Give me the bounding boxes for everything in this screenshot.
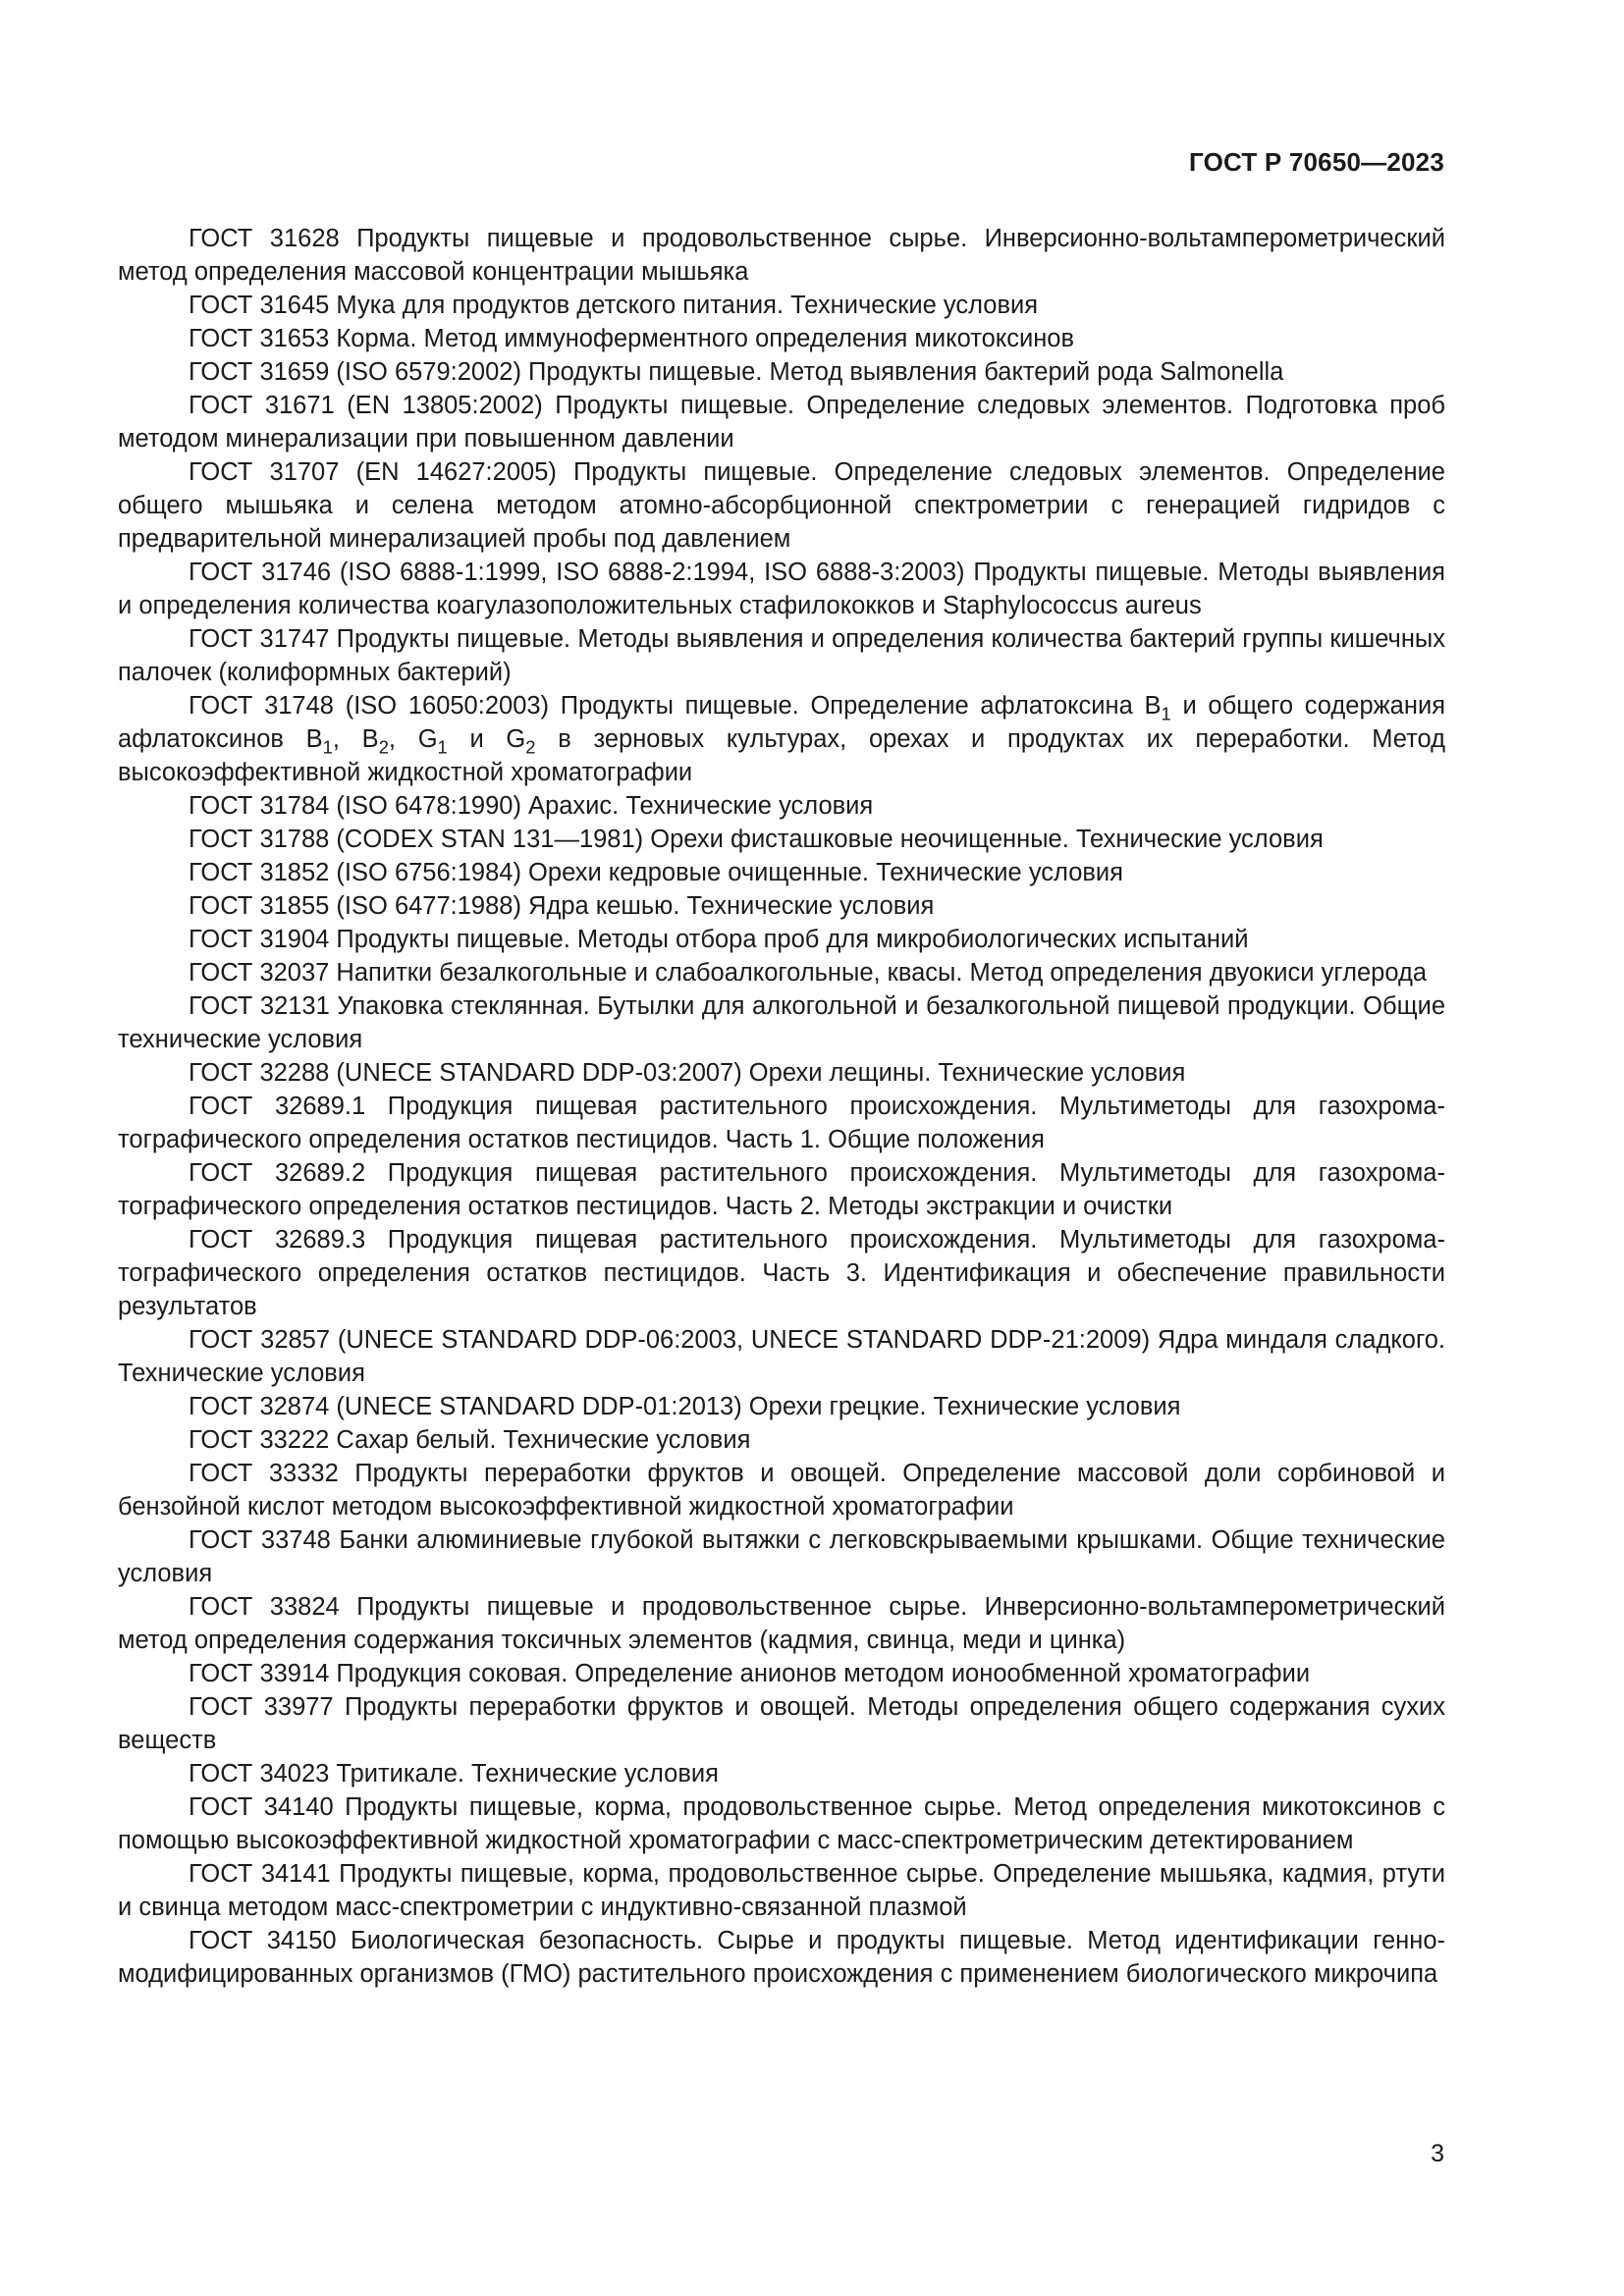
reference-entry: ГОСТ 33748 Банки алюминиевые глубокой вытяжки с легковскрываемыми крышками. Общие технические условия — [118, 1526, 1445, 1587]
reference-entry: ГОСТ 32037 Напитки безалкогольные и слабоалкогольные, квасы. Метод определения двуокиси углерода — [189, 959, 1428, 987]
reference-entry: ГОСТ 32857 (UNECE STANDARD DDP-06:2003, UNECE STANDARD DDP-21:2009) Ядра миндаля сладкого. Технические условия — [118, 1326, 1445, 1387]
subscript-index: 2 — [378, 736, 389, 758]
reference-entry: ГОСТ 31659 (ISO 6579:2002) Продукты пищевые. Метод выявления бактерий рода Salmonella — [189, 358, 1284, 386]
reference-entry: ГОСТ 31784 (ISO 6478:1990) Арахис. Технические условия — [189, 792, 874, 820]
reference-entry: ГОСТ 32288 (UNECE STANDARD DDP-03:2007) Орехи лещины. Технические условия — [189, 1059, 1186, 1087]
reference-entry: ГОСТ 34150 Биологическая безопасность. Сырье и продукты пищевые. Метод идентификации генно-модифицированных организмов (ГМО) растительного происхождения с применением биологического микрочипа — [118, 1927, 1445, 1988]
reference-entry: ГОСТ 32131 Упаковка стеклянная. Бутылки для алкогольной и безалкогольной пищевой продукции. Общие технические условия — [118, 992, 1445, 1053]
reference-entry-aflatoxin: ГОСТ 31748 (ISO 16050:2003) Продукты пищевые. Определение афлатоксина $B_1$ и общего содержания афлатоксинов $B_1$, $B_2$, $G_1$ и $G_2$ в зерновых культурах, орехах и продуктах их переработки. Метод высокоэффективной жидкостной хроматографии — [118, 692, 1446, 786]
subscript-index: 1 — [322, 736, 333, 758]
reference-entry: ГОСТ 32689.1 Продукция пищевая растительного происхождения. Мультиметоды для газохроматографического определения остатков пестицидов. Часть 1. Общие положения — [118, 1093, 1445, 1153]
reference-entry: ГОСТ 32689.3 Продукция пищевая растительного происхождения. Мультиметоды для газохроматографического определения остатков пестицидов. Часть 3. Идентификация и обеспечение правильности результатов — [118, 1226, 1445, 1320]
reference-entry: ГОСТ 31788 (CODEX STAN 131—1981) Орехи фисташковые неочищенные. Технические условия — [189, 826, 1324, 853]
reference-entry: ГОСТ 33977 Продукты переработки фруктов и овощей. Методы определения общего содержания сухих веществ — [118, 1693, 1445, 1754]
reference-entry: ГОСТ 34140 Продукты пищевые, корма, продовольственное сырье. Метод определения микотоксинов с помощью высокоэффективной жидкостной хроматографии с масс-спектрометрическим детектированием — [118, 1793, 1445, 1854]
reference-entry: ГОСТ 33332 Продукты переработки фруктов и овощей. Определение массовой доли сорбиновой и бензойной кислот методом высокоэффективной жидкостной хроматографии — [118, 1460, 1445, 1521]
reference-entry: ГОСТ 31707 (EN 14627:2005) Продукты пищевые. Определение следовых элементов. Определение общего мышьяка и селена методом атомно-абсорбционной спектрометрии с генерацией гидридов с предварительной минерализацией пробы под давлением — [118, 458, 1445, 553]
subscript-index: 2 — [525, 736, 536, 758]
reference-entry: ГОСТ 33222 Сахар белый. Технические условия — [189, 1426, 751, 1454]
reference-entry: ГОСТ 31645 Мука для продуктов детского питания. Технические условия — [189, 292, 1039, 319]
reference-entry: ГОСТ 33824 Продукты пищевые и продовольственное сырье. Инверсионно-вольтамперометрический метод определения содержания токсичных элементов (кадмия, свинца, меди и цинка) — [118, 1593, 1445, 1654]
reference-entry: ГОСТ 31904 Продукты пищевые. Методы отбора проб для микробиологических испытаний — [189, 926, 1249, 953]
reference-entry: ГОСТ 31746 (ISO 6888-1:1999, ISO 6888-2:1994, ISO 6888-3:2003) Продукты пищевые. Методы выявления и определения количества коагулазоположительных стафилококков и Staphylococcus aureus — [118, 559, 1445, 619]
reference-entry: ГОСТ 31852 (ISO 6756:1984) Орехи кедровые очищенные. Технические условия — [189, 859, 1123, 886]
reference-entry: ГОСТ 33914 Продукция соковая. Определение анионов методом ионообменной хроматографии — [189, 1660, 1311, 1687]
reference-entry: ГОСТ 31671 (EN 13805:2002) Продукты пищевые. Определение следовых элементов. Подготовка проб методом минерализации при повышенном давлении — [118, 392, 1445, 453]
reference-entry: ГОСТ 31855 (ISO 6477:1988) Ядра кешью. Технические условия — [189, 892, 935, 920]
document-code-header: ГОСТ Р 70650—2023 — [1189, 147, 1444, 177]
reference-entry: ГОСТ 31653 Корма. Метод иммуноферментного определения микотоксинов — [189, 325, 1075, 352]
reference-entry: ГОСТ 34023 Тритикале. Технические условия — [189, 1760, 719, 1788]
subscript-index: 1 — [437, 736, 448, 758]
reference-entry: ГОСТ 31628 Продукты пищевые и продовольственное сырье. Инверсионно-вольтамперометрический метод определения массовой концентрации мышьяка — [118, 225, 1445, 286]
reference-entry: ГОСТ 31747 Продукты пищевые. Методы выявления и определения количества бактерий группы кишечных палочек (колиформных бактерий) — [118, 625, 1445, 686]
normative-references-list — [118, 222, 1445, 1991]
page-number: 3 — [1431, 2140, 1444, 2167]
reference-entry: ГОСТ 32874 (UNECE STANDARD DDP-01:2013) Орехи грецкие. Технические условия — [189, 1393, 1181, 1420]
reference-entry: ГОСТ 32689.2 Продукция пищевая растительного происхождения. Мультиметоды для газохроматографического определения остатков пестицидов. Часть 2. Методы экстракции и очистки — [118, 1159, 1445, 1220]
reference-entry: ГОСТ 34141 Продукты пищевые, корма, продовольственное сырье. Определение мышьяка, кадмия, ртути и свинца методом масс-спектрометрии с индуктивно-связанной плазмой — [118, 1860, 1445, 1921]
subscript-index: 1 — [1161, 703, 1171, 724]
